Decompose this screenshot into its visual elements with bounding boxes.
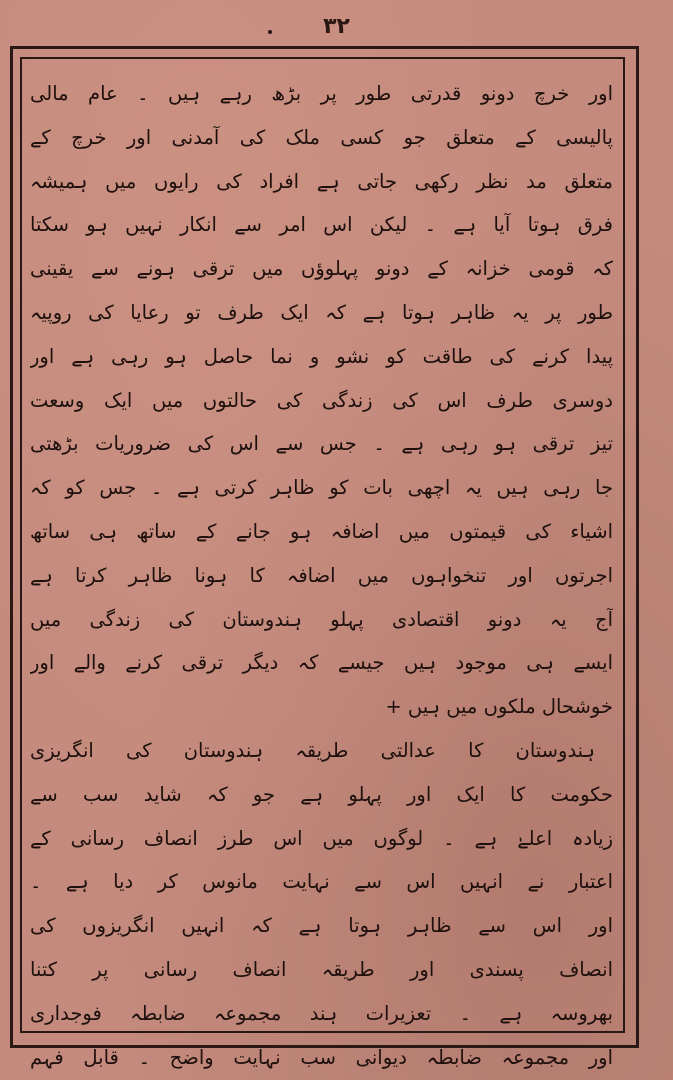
text-line: خوشحال ملکوں میں ہیں + <box>385 695 613 719</box>
text-line: متعلق مد نظر رکھی جاتی ہے افراد کی رایوں میں ہمیشہ <box>30 169 613 193</box>
text-line: فرق ہوتا آیا ہے ۔ لیکن اس امر سے انکار نہیں ہو سکتا <box>30 213 613 237</box>
text-line: انصاف پسندی اور طریقہ انصاف رسانی پر کتنا <box>30 957 613 981</box>
text-line: اور مجموعہ ضابطہ دیوانی سب نہایت واضح ۔ قابل فہم <box>30 1045 613 1069</box>
text-line: دوسری طرف اس کی زندگی کی حالتوں میں ایک وسعت <box>30 388 613 412</box>
text-line: تیز ترقی ہو رہی ہے ۔ جس سے اس کی ضروریات بڑھتی <box>30 432 613 456</box>
text-line: اور اس سے ظاہر ہوتا ہے کہ انہیں انگریزوں کی <box>30 914 613 938</box>
text-line: جا رہی ہیں یہ اچھی بات کو ظاہر کرتی ہے ۔ جس کو کہ <box>30 476 613 500</box>
text-line: اشیاء کی قیمتوں میں اضافہ ہو جانے کے ساتھ ہی ساتھ <box>30 519 613 543</box>
text-line: بھروسہ ہے ۔ تعزیرات ہند مجموعہ ضابطہ فوجداری <box>30 1001 613 1025</box>
text-line: اجرتوں اور تنخواہوں میں اضافہ کا ہونا ظاہر کرتا ہے <box>30 563 613 587</box>
text-line: پالیسی کے متعلق جو کسی ملک کی آمدنی اور خرچ کے <box>30 125 613 149</box>
page-number: ۳۲ <box>323 14 350 39</box>
body-text <box>30 72 613 1079</box>
text-line: کہ قومی خزانہ کے دونو پہلوؤں میں ترقی ہونے سے یقینی <box>30 257 613 281</box>
text-line: حکومت کا ایک اور پہلو ہے جو کہ شاید سب سے <box>30 782 613 806</box>
paragraph-start-line: ہندوستان کا عدالتی طریقہ ہندوستان کی انگریزی <box>30 738 595 762</box>
text-line: پیدا کرنے کی طاقت کو نشو و نما حاصل ہو رہی ہے اور <box>30 344 613 368</box>
text-line: اعتبار نے انہیں اس سے نہایت مانوس کر دیا ہے ۔ <box>30 870 613 894</box>
text-line: زیادہ اعلےٰ ہے ۔ لوگوں میں اس طرز انصاف رسانی کے <box>30 826 613 850</box>
text-line: آج یہ دونو اقتصادی پہلو ہندوستان کی زندگی میں <box>30 607 613 631</box>
text-line: اور خرچ دونو قدرتی طور پر بڑھ رہے ہیں ۔ عام مالی <box>30 82 613 105</box>
text-line: ایسے ہی موجود ہیں جیسے کہ دیگر ترقی کرنے والے اور <box>30 651 613 675</box>
text-line: طور پر یہ ظاہر ہوتا ہے کہ ایک طرف تو رعایا کی روپیہ <box>30 300 613 324</box>
